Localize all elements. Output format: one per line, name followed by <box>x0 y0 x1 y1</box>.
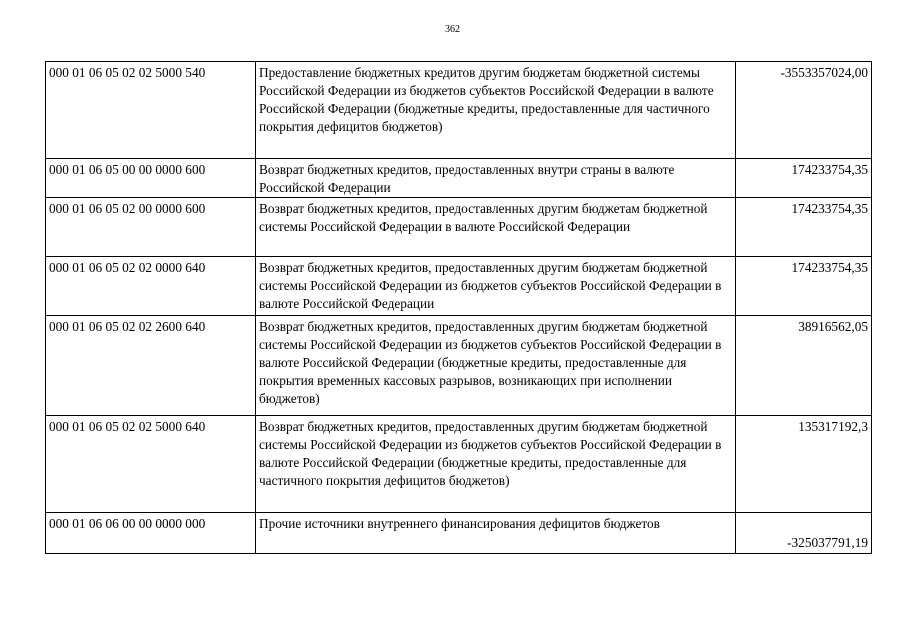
budget-item-name: Предоставление бюджетных кредитов другим бюджетам бюджетной системы Российской Федерации из бюджетов субъектов Российской Федерации в валюте Российской Федерации (бюджетные кредиты, предоставленные для частичного покрытия дефицитов бюджетов) <box>256 62 736 159</box>
budget-item-name: Возврат бюджетных кредитов, предоставленных другим бюджетам бюджетной системы Российской Федерации из бюджетов субъектов Российской Федерации в валюте Российской Федерации <box>256 257 736 316</box>
table-row <box>46 316 872 416</box>
page-number: 362 <box>445 24 460 35</box>
budget-item-name: Возврат бюджетных кредитов, предоставленных внутри страны в валюте Российской Федерации <box>256 159 736 198</box>
budget-amount: -3553357024,00 <box>736 62 872 159</box>
budget-code: 000 01 06 06 00 00 0000 000 <box>46 513 256 554</box>
budget-code: 000 01 06 05 00 00 0000 600 <box>46 159 256 198</box>
budget-code: 000 01 06 05 02 02 0000 640 <box>46 257 256 316</box>
budget-code: 000 01 06 05 02 02 5000 640 <box>46 416 256 513</box>
budget-code: 000 01 06 05 02 02 2600 640 <box>46 316 256 416</box>
budget-amount: 174233754,35 <box>736 257 872 316</box>
budget-sources-table <box>45 61 872 554</box>
budget-item-name: Прочие источники внутреннего финансирования дефицитов бюджетов <box>256 513 736 554</box>
budget-amount: 174233754,35 <box>736 159 872 198</box>
budget-item-name: Возврат бюджетных кредитов, предоставленных другим бюджетам бюджетной системы Российской Федерации из бюджетов субъектов Российской Федерации в валюте Российской Федерации (бюджетные кредиты, предоставленные для покрытия временных кассовых разрывов, возникающих при исполнении бюджетов) <box>256 316 736 416</box>
budget-item-name: Возврат бюджетных кредитов, предоставленных другим бюджетам бюджетной системы Российской Федерации из бюджетов субъектов Российской Федерации в валюте Российской Федерации (бюджетные кредиты, предоставленные для частичного покрытия дефицитов бюджетов) <box>256 416 736 513</box>
table-row <box>46 257 872 316</box>
table-row <box>46 513 872 554</box>
budget-code: 000 01 06 05 02 00 0000 600 <box>46 198 256 257</box>
budget-amount: -325037791,19 <box>736 513 872 554</box>
budget-code: 000 01 06 05 02 02 5000 540 <box>46 62 256 159</box>
table-row <box>46 198 872 257</box>
table-row <box>46 62 872 159</box>
table-row <box>46 159 872 198</box>
budget-amount: 38916562,05 <box>736 316 872 416</box>
table-row <box>46 416 872 513</box>
budget-amount: 135317192,3 <box>736 416 872 513</box>
budget-item-name: Возврат бюджетных кредитов, предоставленных другим бюджетам бюджетной системы Российской Федерации в валюте Российской Федерации <box>256 198 736 257</box>
budget-amount: 174233754,35 <box>736 198 872 257</box>
